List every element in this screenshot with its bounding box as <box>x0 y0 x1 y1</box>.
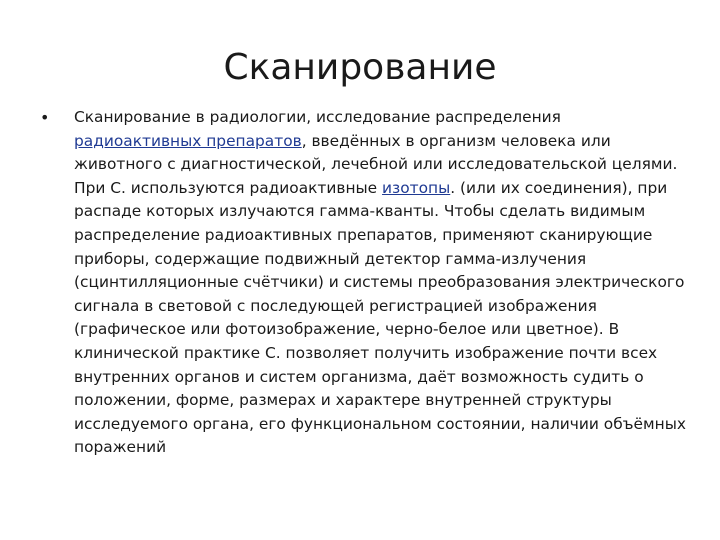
slide-title: Сканирование <box>223 47 497 88</box>
bullet-marker: • <box>40 108 50 127</box>
link-isotopes[interactable]: изотопы <box>382 178 451 197</box>
link-radioactive-preparations[interactable]: радиоактивных препаратов <box>74 131 302 150</box>
bullet-text-part-2: , введённых в организм человека или животного с диагностической, лечебной или исследовательской целями. При С. используются радиоактивные <box>74 131 678 197</box>
bullet-text-part-1: в радиологии, исследование распределения <box>190 108 561 126</box>
bullet-text-part-3: . (или их соединения), при распаде которых излучаются гамма-кванты. Чтобы сделать видимым распределение радиоактивных препаратов, применяют сканирующие приборы, содержащие подвижный детектор гамма-излучения (сцинтилляционные счётчики) и системы преобразования электрического сигнала в световой с последующей регистрацией изображения (графическое или фотоизображение, черно-белое или цветное). В клинической практике С. позволяет получить изображение почти всех внутренних органов и систем организма, даёт возможность судить о положении, форме, размерах и характере внутренней структуры исследуемого органа, его функциональном состоянии, наличии объёмных поражений <box>74 178 686 457</box>
bullet-lead-term: Сканирование <box>74 108 191 126</box>
bullet-list <box>40 106 690 460</box>
bullet-item <box>40 106 690 460</box>
